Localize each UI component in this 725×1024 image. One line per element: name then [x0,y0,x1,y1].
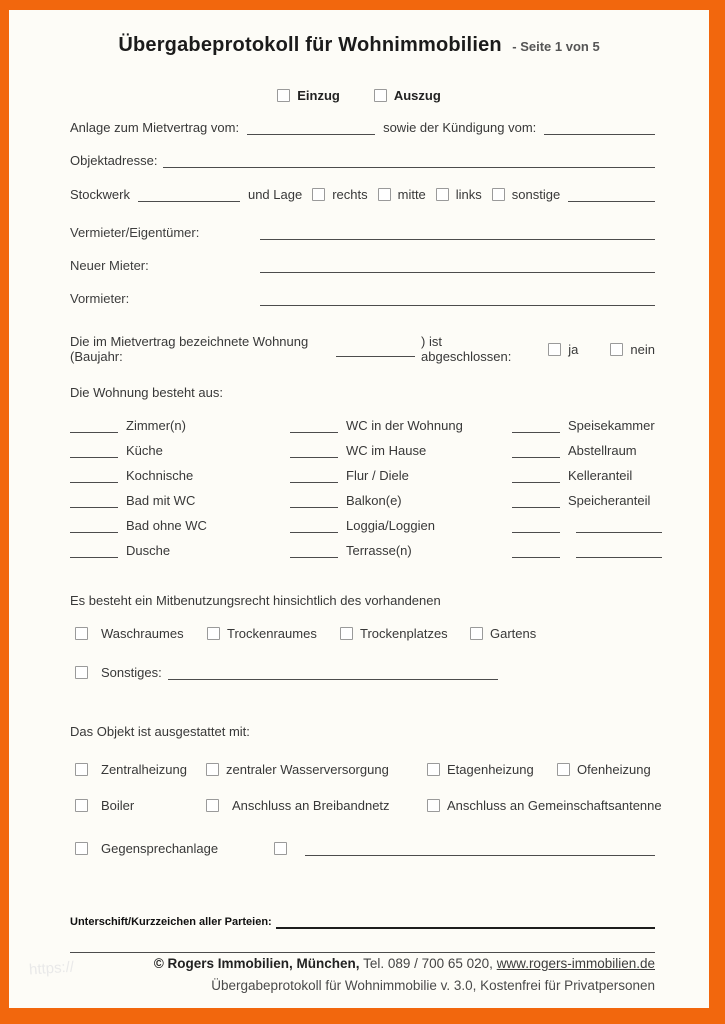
room-label: Bad mit WC [126,493,196,508]
zentralheizung-checkbox[interactable] [75,763,88,776]
ofenheizung-checkbox[interactable] [557,763,570,776]
wc-wohnung-count-field[interactable] [290,418,338,433]
option-label: Gegensprechanlage [101,840,219,856]
list-item [70,458,207,483]
garten-checkbox[interactable] [470,627,483,640]
list-item [512,508,662,533]
sonstiges-label: Sonstiges: [101,664,162,680]
room-label: WC in der Wohnung [346,418,463,433]
lage-rechts-label: rechts [332,186,368,202]
room-label: Dusche [126,543,171,558]
site-watermark: https:// [28,958,75,979]
footer-version-line: Übergabeprotokoll für Wohnimmobilie v. 3.0, Kostenfrei für Privatpersonen [211,978,655,993]
floor-location-row [70,185,655,203]
option-label: Ofenheizung [577,762,651,777]
kelleranteil-count-field[interactable] [512,468,560,483]
bad-mit-wc-count-field[interactable] [70,493,118,508]
lage-sonstige-label: sonstige [511,186,561,202]
lage-links-label: links [455,186,482,202]
move-type-row [9,88,709,103]
zimmer-count-field[interactable] [70,418,118,433]
list-item [512,533,662,558]
room-label: WC im Hause [346,443,427,458]
kuendigung-label: sowie der Kündigung vom: [383,119,537,135]
vormieter-row [70,289,655,307]
trockenplatz-checkbox[interactable] [340,627,353,640]
speicheranteil-count-field[interactable] [512,493,560,508]
abgeschlossen-ja-checkbox[interactable] [548,343,561,356]
objektadresse-label: Objektadresse: [70,152,158,168]
room-label: Abstellraum [568,443,637,458]
terrasse-count-field[interactable] [290,543,338,558]
sonstiges-row [70,663,655,681]
room-label: Kochnische [126,468,194,483]
abgeschlossen-ja-label: ja [568,341,579,357]
breitbandnetz-checkbox[interactable] [206,799,219,812]
signature-row [70,913,655,931]
neuer-mieter-row [70,256,655,274]
vermieter-label: Vermieter/Eigentümer: [70,224,200,240]
sonstiges-checkbox[interactable] [75,666,88,679]
list-item [290,508,463,533]
form-title: Übergabeprotokoll für Wohnimmobilien [118,34,502,56]
option-label: Trockenraumes [227,626,317,641]
wohnung-heading: Die Wohnung besteht aus: [70,385,223,400]
kuendigung-date-field[interactable] [544,120,655,135]
einzug-checkbox[interactable] [277,89,290,102]
list-item [70,533,207,558]
list-item [512,483,662,508]
vermieter-field[interactable] [260,225,655,240]
list-item [290,458,463,483]
waschraum-checkbox[interactable] [75,627,88,640]
room-label: Küche [126,443,163,458]
option-label: Anschluss an Breibandnetz [232,798,390,813]
option-label: Boiler [101,798,135,813]
balkon-count-field[interactable] [290,493,338,508]
signature-label: Unterschift/Kurzzeichen aller Parteien: [70,916,272,928]
custom-room-count-field-2[interactable] [512,543,560,558]
footer-contact-line [70,956,655,971]
address-row [70,151,655,169]
auszug-checkbox[interactable] [374,89,387,102]
kochnische-count-field[interactable] [70,468,118,483]
stockwerk-label: Stockwerk [70,186,130,202]
page-indicator: - Seite 1 von 5 [512,39,600,54]
title-bar [9,34,709,57]
copyright-text: © Rogers Immobilien, München, [153,956,360,971]
list-item [70,433,207,458]
wc-haus-count-field[interactable] [290,443,338,458]
option-label: Anschluss an Gemeinschaftsantenne [447,798,662,813]
abgeschlossen-nein-label: nein [630,341,655,357]
ausstattung-row-2 [70,798,662,816]
list-item [70,408,207,433]
lage-mitte-checkbox[interactable] [378,188,391,201]
trockenraum-checkbox[interactable] [207,627,220,640]
mietvertrag-date-field[interactable] [247,120,375,135]
room-label: Loggia/Loggien [346,518,435,533]
vormieter-label: Vormieter: [70,290,130,306]
gegensprechanlage-checkbox[interactable] [75,842,88,855]
wohnung-column-3 [512,408,662,558]
baujahr-field[interactable] [336,342,415,357]
footer-divider [70,952,655,953]
dusche-count-field[interactable] [70,543,118,558]
anlage-label: Anlage zum Mietvertrag vom: [70,119,240,135]
abgeschlossen-text-before: Die im Mietvertrag bezeichnete Wohnung (Baujahr: [70,334,309,364]
list-item [70,483,207,508]
objektadresse-field[interactable] [163,153,655,168]
custom-room-name-field-2[interactable] [576,543,662,558]
website-link[interactable]: www.rogers-immobilien.de [496,956,655,971]
option-label: Zentralheizung [101,762,187,777]
option-label: Gartens [490,626,537,641]
mitbenutzung-options-row [70,626,655,644]
option-label: zentraler Wasserversorgung [226,762,389,777]
vermieter-row [70,223,655,241]
ausstattung-row-3 [70,839,655,857]
lage-sonstige-checkbox[interactable] [492,188,505,201]
list-item [70,508,207,533]
list-item [290,483,463,508]
loggia-count-field[interactable] [290,518,338,533]
room-label: Balkon(e) [346,493,402,508]
option-label: Etagenheizung [447,762,534,777]
bad-ohne-wc-count-field[interactable] [70,518,118,533]
list-item [290,408,463,433]
form-page [9,10,709,1008]
boiler-checkbox[interactable] [75,799,88,812]
room-label: Speicheranteil [568,493,651,508]
sonstiges-field[interactable] [168,665,498,680]
room-label: Bad ohne WC [126,518,207,533]
etagenheizung-checkbox[interactable] [427,763,440,776]
vormieter-field[interactable] [260,291,655,306]
list-item [290,433,463,458]
wohnung-column-1 [70,408,207,558]
lage-sonstige-field[interactable] [568,187,655,202]
lage-label: und Lage [247,186,303,202]
room-label: Flur / Diele [346,468,409,483]
wasserversorgung-checkbox[interactable] [206,763,219,776]
room-label: Terrasse(n) [346,543,412,558]
flur-diele-count-field[interactable] [290,468,338,483]
abgeschlossen-row [70,334,655,364]
wohnung-column-2 [290,408,463,558]
custom-equipment-checkbox[interactable] [274,842,287,855]
contract-date-row [70,118,655,136]
speisekammer-count-field[interactable] [512,418,560,433]
signature-field[interactable] [276,915,655,929]
lage-mitte-label: mitte [397,186,426,202]
room-label: Zimmer(n) [126,418,186,433]
abstellraum-count-field[interactable] [512,443,560,458]
custom-room-name-field-1[interactable] [576,518,662,533]
einzug-label: Einzug [297,88,340,103]
custom-room-count-field-1[interactable] [512,518,560,533]
room-label: Speisekammer [568,418,655,433]
option-label: Waschraumes [101,626,184,641]
abgeschlossen-nein-checkbox[interactable] [610,343,623,356]
option-label: Trockenplatzes [360,626,448,641]
custom-equipment-field[interactable] [305,841,655,856]
phone-text: Tel. 089 / 700 65 020, [363,956,493,971]
lage-rechts-checkbox[interactable] [312,188,325,201]
stockwerk-field[interactable] [138,187,240,202]
room-label: Kelleranteil [568,468,633,483]
list-item [512,433,662,458]
abgeschlossen-text-after: ) ist abgeschlossen: [421,334,512,364]
neuer-mieter-field[interactable] [260,258,655,273]
neuer-mieter-label: Neuer Mieter: [70,257,149,273]
mitbenutzung-heading: Es besteht ein Mitbenutzungsrecht hinsichtlich des vorhandenen [70,593,441,608]
list-item [512,408,662,433]
list-item [512,458,662,483]
gemeinschaftsantenne-checkbox[interactable] [427,799,440,812]
lage-links-checkbox[interactable] [436,188,449,201]
auszug-label: Auszug [393,88,441,103]
ausstattung-row-1 [70,762,655,780]
list-item [290,533,463,558]
kueche-count-field[interactable] [70,443,118,458]
ausstattung-heading: Das Objekt ist ausgestattet mit: [70,724,250,739]
